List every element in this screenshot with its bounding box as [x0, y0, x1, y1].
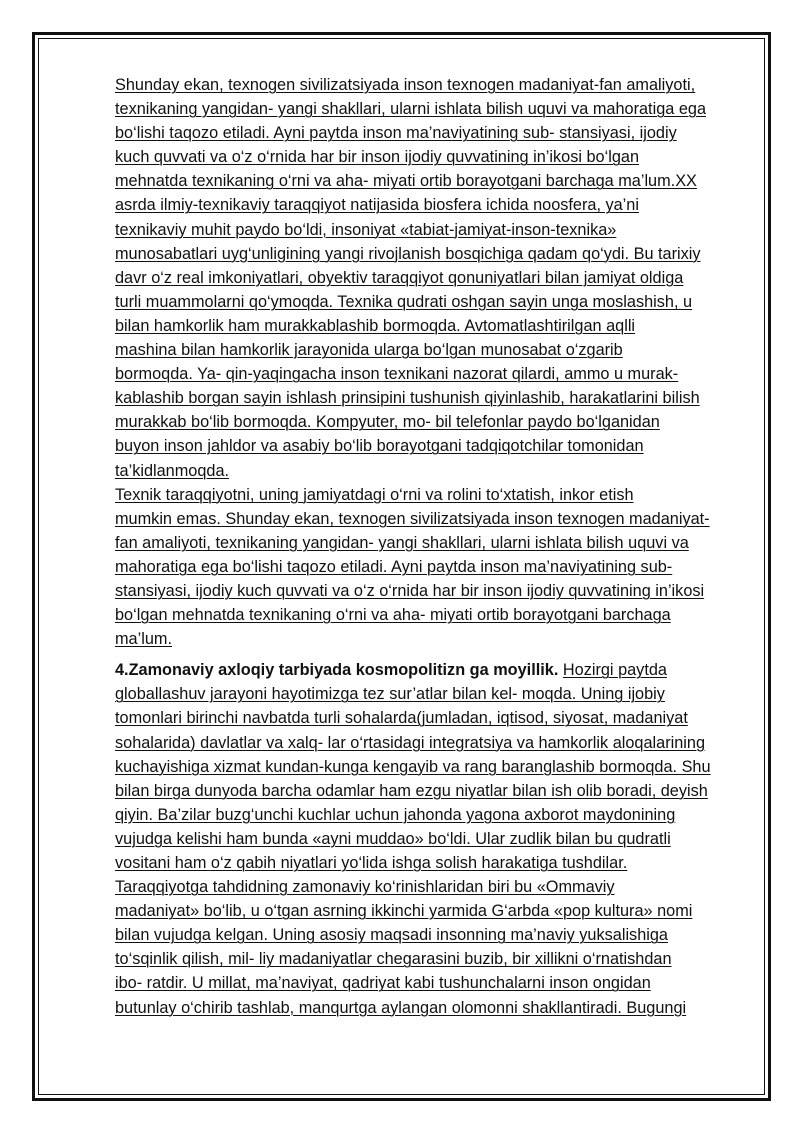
- text-line: buyon inson jahldor va asabiy bo‘lib borayotgani tadqiqotchilar tomonidan: [115, 437, 644, 456]
- text-line: munosabatlari uyg‘unligining yangi rivojlanish bosqichiga qadam qo‘ydi. Bu tarixiy: [115, 244, 701, 263]
- text-line: kuchayishiga xizmat kundan-kunga kengayib va rang baranglashib bormoqda. Shu: [115, 757, 711, 776]
- text-line: Taraqqiyotga tahdidning zamonaviy ko‘rinishlaridan biri bu «Ommaviy: [115, 878, 615, 897]
- section-kosmopolitizm: [115, 658, 745, 1019]
- text-line: turli muammolarni qo‘ymoqda. Texnika qudrati oshgan sayin unga moslashish, u: [115, 292, 693, 311]
- text-line: bilan vujudga kelgan. Uning asosiy maqsadi insonning ma’naviy yuksalishiga: [115, 926, 668, 945]
- text-line: bormoqda. Ya- qin-yaqingacha inson texnikani nazorat qilardi, ammo u murak-: [115, 365, 679, 384]
- section-heading-line: [115, 658, 745, 682]
- text-line: kuch quvvati va o‘z o‘rnida har bir inson ijodiy quvvatining in’ikosi bo‘lgan: [115, 148, 640, 167]
- text-line: globallashuv jarayoni hayotimizga tez sur’atlar bilan kel- moqda. Uning ijobiy: [115, 685, 665, 704]
- text-line: stansiyasi, ijodiy kuch quvvati va o‘z o‘rnida har bir inson ijodiy quvvatining in’ikosi: [115, 581, 705, 600]
- text-line: mehnatda texnikaning o‘rni va aha- miyati ortib borayotgani barchaga ma’lum.XX: [115, 172, 697, 191]
- text-line: vositani ham o‘z qabih niyatlari yo‘lida ishga solish harakatiga tushdilar.: [115, 854, 628, 872]
- text-line: Texnik taraqqiyotni, uning jamiyatdagi o‘rni va rolini to‘xtatish, inkor etish: [115, 485, 634, 504]
- text-line: qiyin. Ba’zilar buzg‘unchi kuchlar uchun jahonda yagona axborot maydonining: [115, 805, 676, 824]
- text-line: tomonlari birinchi navbatda turli sohalarda(jumladan, iqtisod, siyosat, madaniyat: [115, 709, 688, 728]
- document-body: [115, 73, 745, 1020]
- text-line: madaniyat» bo‘lib, u o‘tgan asrning ikkinchi yarmida G‘arbda «pop kultura» nomi: [115, 902, 693, 921]
- text-line: bilan birga dunyoda barcha odamlar ham ezgu niyatlar bilan ish olib boradi, deyish: [115, 781, 708, 800]
- text-line: mumkin emas. Shunday ekan, texnogen sivilizatsiyada inson texnogen madaniyat-: [115, 509, 710, 528]
- section-heading: 4.Zamonaviy axloqiy tarbiyada kosmopolitizn ga moyillik.: [115, 661, 559, 680]
- text-line: bo‘lgan mehnatda texnikaning o‘rni va aha- miyati ortib borayotgani barchaga: [115, 606, 671, 625]
- section-texnogen-sivilizatsiya: [115, 73, 745, 651]
- text-line: ta’kidlanmoqda.: [115, 461, 230, 480]
- text-line: vujudga kelishi ham bunda «ayni muddao» bo‘ldi. Ular zudlik bilan bu qudratli: [115, 829, 671, 848]
- text-line: fan amaliyoti, texnikaning yangidan- yangi shakllari, ularni ishlata bilish uquvi va: [115, 533, 689, 552]
- heading-line-text: Hozirgi paytda: [562, 661, 667, 680]
- text-line: murakkab bo‘lib bormoqda. Kompyuter, mo- bil telefonlar paydo bo‘lganidan: [115, 413, 660, 432]
- text-line: texnikaviy muhit paydo bo‘ldi, insoniyat «tabiat-jamiyat-inson-texnika»: [115, 220, 617, 239]
- paragraph-gap: [115, 651, 745, 658]
- text-line: kablashib borgan sayin ishlash prinsipini tushunish qiyinlashib, harakatlarini bilish: [115, 389, 700, 408]
- text-line: bo‘lishi taqozo etiladi. Ayni paytda inson ma’naviyatining sub- stansiyasi, ijodiy: [115, 124, 677, 143]
- text-line: to‘sqinlik qilish, mil- liy madaniyatlar chegarasini buzib, bir xillikni o‘rnatishdan: [115, 950, 672, 969]
- text-line: ibo- ratdir. U millat, ma’naviyat, qadriyat kabi tushunchalarni inson ongidan: [115, 974, 651, 993]
- text-line: butunlay o‘chirib tashlab, manqurtga aylangan olomonni shakllantiradi. Bugungi: [115, 998, 687, 1017]
- text-line: mashina bilan hamkorlik jarayonida ularga bo‘lgan munosabat o‘zgarib: [115, 341, 623, 360]
- text-line: Shunday ekan, texnogen sivilizatsiyada inson texnogen madaniyat-fan amaliyoti,: [115, 76, 696, 94]
- text-line: texnikaning yangidan- yangi shakllari, ularni ishlata bilish uquvi va mahoratiga ega: [115, 100, 706, 119]
- text-line: asrda ilmiy-texnikaviy taraqqiyot natijasida biosfera ichida noosfera, ya’ni: [115, 196, 639, 215]
- text-line: mahoratiga ega bo‘lishi taqozo etiladi. Ayni paytda inson ma’naviyatining sub-: [115, 557, 673, 576]
- text-line: sohalarida) davlatlar va xalq- lar o‘rtasidagi integratsiya va hamkorlik aloqalarining: [115, 733, 706, 752]
- text-line: davr o‘z real imkoniyatlari, obyektiv taraqqiyot qonuniyatlari bilan jamiyat oldiga: [115, 268, 684, 287]
- text-line: ma’lum.: [115, 630, 172, 649]
- text-line: bilan hamkorlik ham murakkablashib bormoqda. Avtomatlashtirilgan aqlli: [115, 316, 636, 335]
